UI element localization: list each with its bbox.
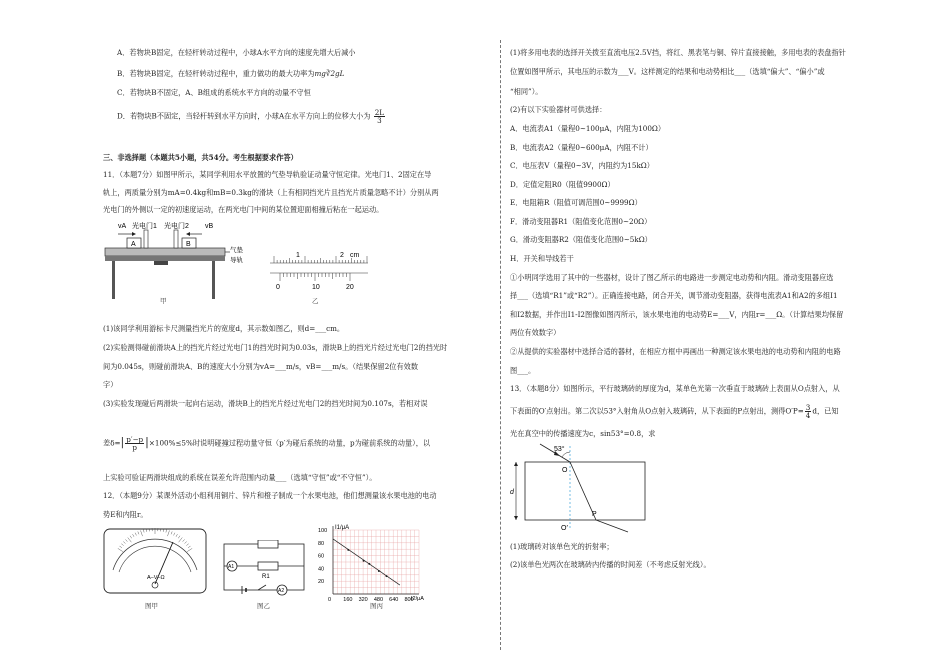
- equipment-g: G．滑动变阻器R2（阻值变化范围0~5kΩ）: [510, 235, 652, 244]
- q11-sub-3c: 上实验可验证两滑块组成的系统在误差允许范围内动量___（选填“守恒”或“不守恒”）。: [103, 473, 377, 482]
- caliper-label-10: 10: [312, 284, 320, 291]
- caliper-label-0: 0: [276, 284, 280, 291]
- graph-y-tick-label: 40: [318, 566, 325, 573]
- graph-y-axis-label: I1/μA: [335, 525, 350, 531]
- caption-fig12-bing: 图丙: [370, 602, 383, 610]
- label-track: 导轨: [230, 257, 243, 264]
- caliper-label-20: 20: [346, 284, 354, 291]
- graph-data-point: [368, 563, 370, 565]
- equipment-c: C．电压表V（量程0~3V，内阻约为15kΩ）: [510, 161, 654, 170]
- q12-step-1c: 和I2数据，并作出I1-I2图像如图丙所示，该水果电池的电动势E=___V，内阻r=___Ω。（计算结果均保留: [510, 310, 844, 319]
- air-track-figure: [102, 218, 252, 306]
- graph-x-tick-label: 160: [343, 597, 353, 602]
- q12-sub-1a: (1)将多用电表的选择开关拨至直流电压2.5V挡，将红、黑表笔与铜、锌片直接接触，多用电表的表盘指针: [510, 48, 846, 57]
- point-p-label: P: [592, 511, 597, 518]
- glass-slab-figure: [510, 442, 710, 534]
- q13-line-2: 下表面的O′点射出。第二次以53°入射角从O点射入玻璃砖，从下表面的P点射出，测得O′P= $\frac{3}{4}$ d，已知: [510, 403, 839, 420]
- q13-fraction: $\frac{3}{4}$: [805, 403, 811, 420]
- option-d-fraction: $\frac{2L}{3}$: [374, 108, 385, 125]
- graph-x-tick-label: 320: [358, 597, 368, 602]
- point-o-label: O: [562, 467, 568, 474]
- equipment-d: D．定值定阻R0（阻值9900Ω）: [510, 180, 615, 189]
- circuit-label-r1: R1: [262, 574, 270, 580]
- q13-sub-2: (2)该单色光两次在玻璃砖内传播的时间差（不考虑反射光线）。: [510, 560, 711, 569]
- label-gate-1: 光电门1: [132, 223, 157, 230]
- option-d: D．若物块B不固定，当轻杆转到水平方向时，小球A在水平方向上的位移大小为 $\frac{2L}{3}$: [117, 108, 385, 125]
- q11-sub-3a: (3)实验发现碰后两滑块一起向右运动，滑块B上的挡光片经过光电门2的挡光时间为0.107s，若相对误: [103, 399, 428, 408]
- graph-data-point: [363, 560, 365, 562]
- i1-i2-graph: [315, 522, 427, 602]
- label-va: vA: [118, 223, 127, 230]
- thickness-d-label: d: [510, 489, 514, 496]
- graph-y-tick-label: 20: [318, 579, 325, 586]
- q12-step-1a: ①小明同学选用了其中的一些器材，设计了图乙所示的电路进一步测定电动势和内阻。滑动变阻器应选: [510, 273, 834, 282]
- caption-jia: 甲: [160, 297, 167, 305]
- q12-sub-2: (2)有以下实验器材可供选择：: [510, 105, 607, 114]
- caption-yi: 乙: [312, 297, 319, 305]
- graph-x-tick-label: 800: [404, 597, 414, 602]
- multimeter-figure: [103, 528, 207, 598]
- q13-line-1: 13．（本题8分）如图所示，平行玻璃砖的厚度为d，某单色光第一次垂直于玻璃砖上表面从O点射入，从: [510, 384, 840, 393]
- q12-step-1b: 择___（选填“R1”或“R2”）。正确连接电路，闭合开关，调节滑动变阻器，获得电流表A1和A2的多组I1: [510, 291, 838, 300]
- circuit-figure: [218, 540, 310, 598]
- equipment-a: A．电流表A1（量程0~100μA，内阻为100Ω）: [510, 124, 666, 133]
- graph-data-point: [347, 549, 349, 551]
- equipment-b: B．电流表A2（量程0~600μA，内阻不计）: [510, 143, 653, 152]
- label-vb: vB: [205, 223, 214, 230]
- meter-label: A–V–Ω: [147, 575, 165, 581]
- graph-x-axis-label: I2/μA: [411, 596, 424, 602]
- label-slider-b: B: [186, 241, 191, 248]
- graph-y-tick-label: 80: [318, 540, 325, 547]
- q11-line-2: 轨上，两质量分别为mA=0.4kg和mB=0.3kg的滑块（上有相同挡光片且挡光片质量忽略不计）分别从两: [103, 188, 439, 197]
- q12-step-2a: ②从提供的实验器材中选择合适的器材，在相应方框中再画出一种测定该水果电池的电动势和内阻的电路: [510, 347, 841, 356]
- section-heading: 三、非选择题（本题共5小题，共54分。考生根据要求作答）: [103, 153, 298, 162]
- graph-data-point: [386, 575, 388, 577]
- q11-sub-1: (1)该同学利用游标卡尺测量挡光片的宽度d，其示数如图乙，则d=___cm。: [103, 324, 345, 333]
- q12-step-2b: 图___。: [510, 366, 536, 375]
- caliper-label-cm: cm: [350, 252, 360, 259]
- option-b: B．若物块B固定，在轻杆转动过程中，重力做功的最大功率为mg∛2gL: [117, 69, 345, 78]
- graph-x-tick-label: 480: [373, 597, 384, 602]
- q12-line-1: 12．（本题9分）某课外活动小组利用铜片、锌片和橙子制成一个水果电池，他们想测量该水果电池的电动: [103, 491, 437, 500]
- column-divider: [500, 40, 501, 650]
- caption-fig12-yi: 图乙: [257, 602, 270, 610]
- vernier-caliper-figure: [268, 245, 373, 295]
- q11-sub-2c: 字）: [103, 380, 118, 389]
- q12-sub-1c: “相同”）。: [510, 87, 543, 96]
- option-a: A．若物块B固定，在轻杆转动过程中，小球A水平方向的速度先增大后减小: [117, 48, 356, 57]
- caliper-label-2: 2: [340, 252, 344, 259]
- caliper-label-1: 1: [296, 252, 300, 259]
- option-c: C．若物块B不固定，A、B组成的系统水平方向的动量不守恒: [117, 88, 311, 97]
- q11-sub-2a: (2)实验测得碰前滑块A上的挡光片经过光电门1的挡光时间为0.03s，滑块B上的挡光片经过光电门2的挡光时: [103, 343, 448, 352]
- q13-line-3: 光在真空中的传播速度为c，sin53°=0.8，求: [510, 429, 656, 438]
- graph-x-tick-label: 0: [328, 597, 332, 602]
- label-air-cushion: 气垫: [230, 247, 243, 254]
- q12-sub-1b: 位置如图甲所示，其电压的示数为___V。这样测定的结果和电动势相比___（选填“偏大”、“偏小”或: [510, 67, 825, 76]
- q11-line-1: 11．（本题7分）如图甲所示，某同学利用水平放置的气垫导轨验证动量守恒定律。光电门1、2固定在导: [103, 170, 432, 179]
- graph-x-tick-label: 640: [389, 597, 399, 602]
- label-gate-2: 光电门2: [164, 223, 189, 230]
- graph-y-tick-label: 100: [318, 528, 328, 534]
- caption-fig12-jia: 图甲: [145, 602, 158, 610]
- relative-error-fraction: $\frac{p'-p}{p}$: [126, 435, 144, 452]
- q11-sub-3b: 差δ=| $\frac{p'-p}{p}$ |×100%≤5%时说明碰撞过程动量守恒（p′为碰后系统的动量，p为碰前系统的动量），以: [103, 435, 431, 452]
- equipment-e: E．电阻箱R（阻值可调范围0~9999Ω）: [510, 198, 642, 207]
- q13-sub-1: (1)玻璃砖对该单色光的折射率；: [510, 542, 614, 551]
- q12-step-1d: 两位有效数字）: [510, 328, 561, 337]
- q11-sub-2b: 间为0.045s，则碰前滑块A、B的速度大小分别为vA=___m/s，vB=___m/s。（结果保留2位有效数: [103, 362, 419, 371]
- q12-line-2: 势E和内阻r。: [103, 510, 148, 519]
- graph-y-tick-label: 60: [318, 553, 325, 560]
- circuit-label-a1: A1: [228, 564, 235, 570]
- equipment-h: H．开关和导线若干: [510, 254, 574, 263]
- graph-data-point: [378, 570, 380, 572]
- q11-line-3: 光电门的外侧以一定的初速度运动，在两光电门中间的某位置迎面相撞后粘在一起运动。: [103, 205, 384, 214]
- angle-label-53: 53°: [554, 446, 565, 453]
- equipment-f: F．滑动变阻器R1（阻值变化范围0~20Ω）: [510, 217, 652, 226]
- option-b-formula: mg∛2gL: [314, 69, 345, 78]
- point-o-prime-label: O′: [561, 525, 568, 532]
- label-slider-a: A: [131, 241, 136, 248]
- circuit-label-a2: A2: [278, 588, 285, 594]
